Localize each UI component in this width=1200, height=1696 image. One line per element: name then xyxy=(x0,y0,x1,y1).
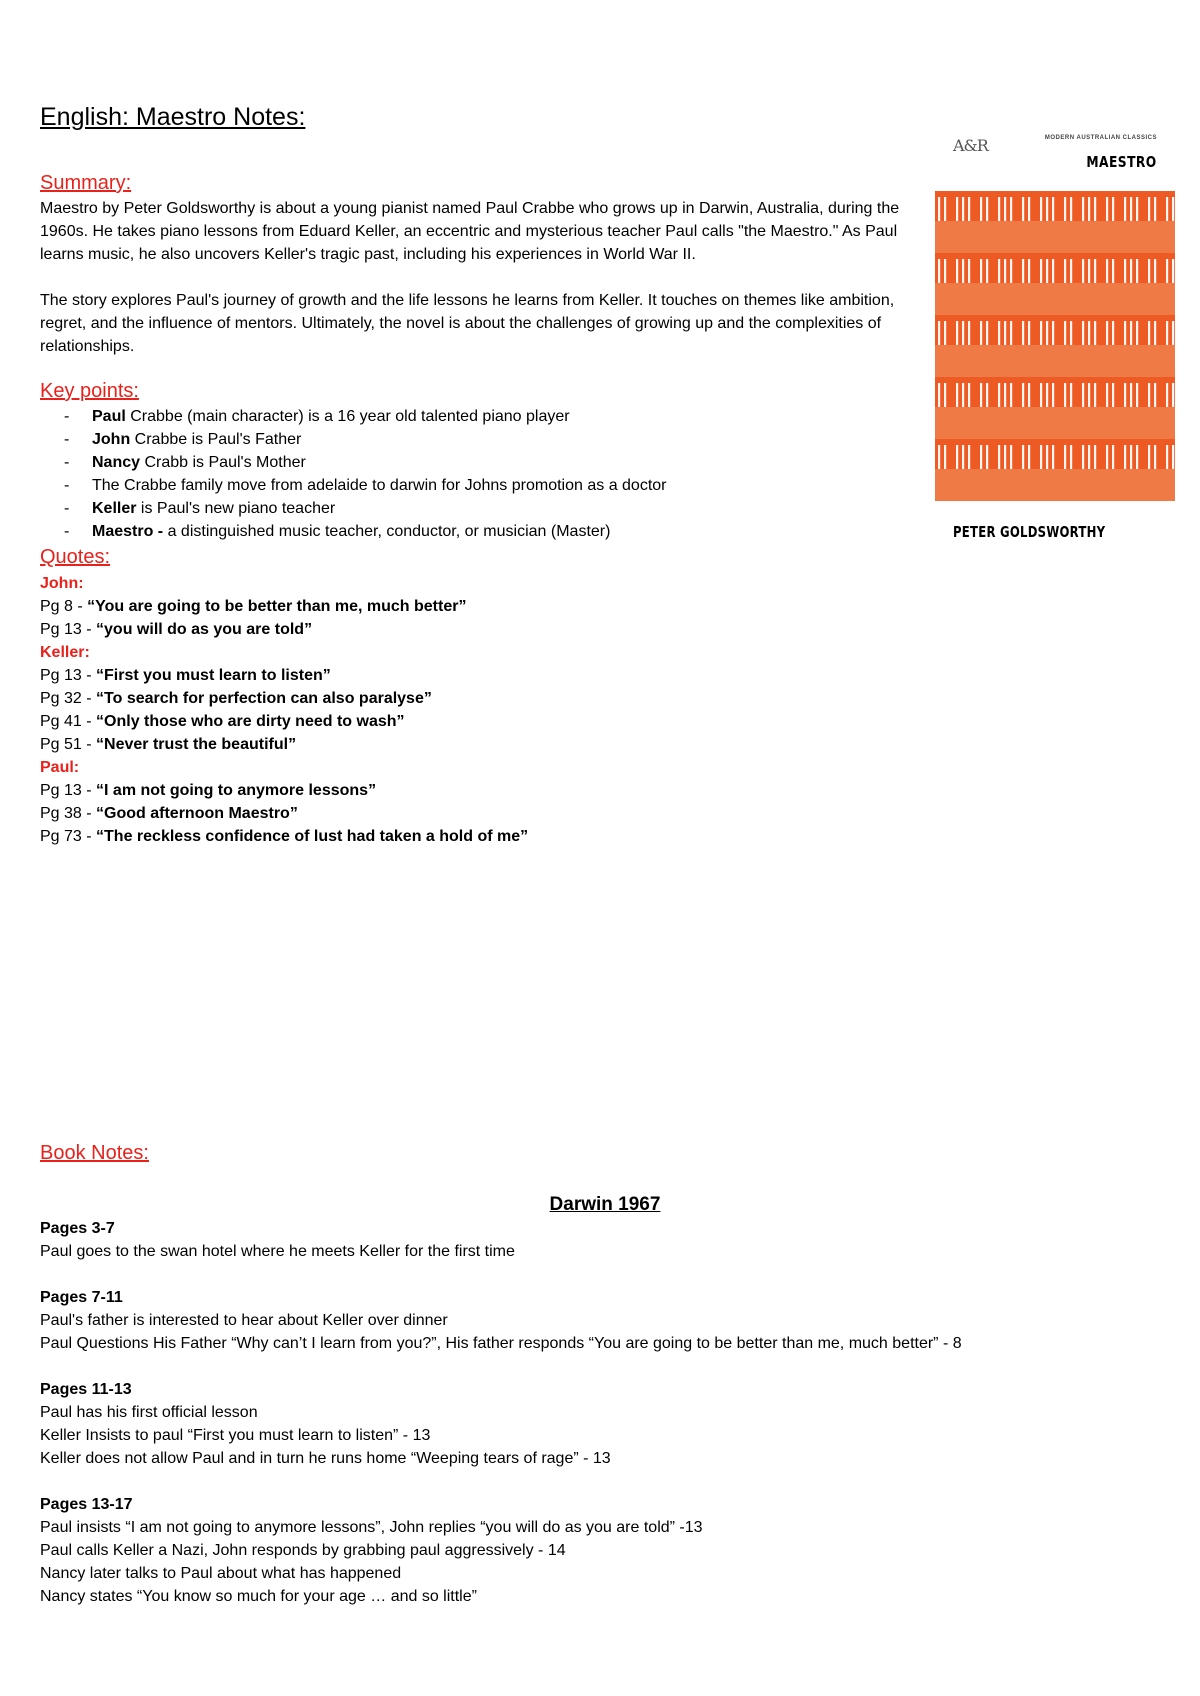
cover-art-key xyxy=(1130,383,1132,407)
cover-art-key xyxy=(962,321,964,345)
cover-art-key xyxy=(1028,445,1030,469)
cover-art-key xyxy=(1088,321,1090,345)
key-point-item xyxy=(64,451,864,474)
cover-art-key xyxy=(956,383,958,407)
cover-art-key xyxy=(938,321,940,345)
quote-text: “First you must learn to listen” xyxy=(96,667,331,684)
notes-line: Nancy later talks to Paul about what has happened xyxy=(40,1565,402,1582)
cover-art-key xyxy=(1172,321,1174,345)
cover-art-key xyxy=(1040,445,1042,469)
key-point-item xyxy=(64,520,864,543)
book-notes-list xyxy=(40,1217,1160,1631)
cover-art-key xyxy=(1112,259,1114,283)
cover-art-key xyxy=(1040,383,1042,407)
cover-art-key xyxy=(1022,445,1024,469)
cover-art-key xyxy=(1004,445,1006,469)
cover-art-key xyxy=(1130,259,1132,283)
quotes-list xyxy=(40,572,528,848)
cover-art-key xyxy=(1094,321,1096,345)
notes-pages-heading: Pages 13-17 xyxy=(40,1496,133,1513)
cover-art-band xyxy=(935,221,1175,253)
cover-art-key xyxy=(1088,445,1090,469)
quote-row xyxy=(40,733,528,756)
cover-art-key xyxy=(1154,321,1156,345)
cover-art-key xyxy=(1136,321,1138,345)
quote-text: “To search for perfection can also paralyse” xyxy=(96,690,432,707)
cover-art-key xyxy=(1094,197,1096,221)
key-point-item xyxy=(64,474,864,497)
notes-line: Paul goes to the swan hotel where he meets Keller for the first time xyxy=(40,1243,515,1260)
cover-art-key xyxy=(1082,321,1084,345)
cover-art-key xyxy=(1094,383,1096,407)
cover-art-band xyxy=(935,469,1175,501)
key-point-term: Keller xyxy=(92,500,137,517)
cover-art-key xyxy=(1082,383,1084,407)
cover-art-key xyxy=(956,445,958,469)
cover-art-key xyxy=(1088,259,1090,283)
cover-art-key xyxy=(1010,321,1012,345)
quote-row xyxy=(40,595,528,618)
quote-page: Pg 8 - xyxy=(40,598,88,615)
cover-art-key xyxy=(1004,259,1006,283)
notes-section xyxy=(40,1217,1160,1263)
cover-art-key xyxy=(1124,321,1126,345)
cover-art-key xyxy=(944,321,946,345)
cover-art-key xyxy=(1124,259,1126,283)
cover-art-key xyxy=(1136,383,1138,407)
quote-page: Pg 13 - xyxy=(40,621,97,638)
cover-art-key xyxy=(1148,197,1150,221)
cover-art-key xyxy=(944,445,946,469)
cover-art-key xyxy=(1094,445,1096,469)
cover-art-key xyxy=(1028,259,1030,283)
cover-art-key xyxy=(1010,383,1012,407)
cover-art-band xyxy=(935,407,1175,439)
notes-section xyxy=(40,1286,1160,1355)
quote-row xyxy=(40,779,528,802)
cover-art-key xyxy=(938,259,940,283)
quote-speaker: Paul: xyxy=(40,759,80,776)
key-point-text: a distinguished music teacher, conductor, or musician (Master) xyxy=(163,523,611,540)
key-point-text: is Paul's new piano teacher xyxy=(136,500,336,517)
cover-art-key xyxy=(962,383,964,407)
cover-art-key xyxy=(938,197,940,221)
cover-art-key xyxy=(1154,197,1156,221)
cover-art-key xyxy=(1052,383,1054,407)
cover-art-key xyxy=(1082,259,1084,283)
cover-art-key xyxy=(1172,383,1174,407)
key-point-item xyxy=(64,428,864,451)
cover-art-key xyxy=(1004,197,1006,221)
quote-page: Pg 13 - xyxy=(40,782,97,799)
cover-art-key xyxy=(1064,259,1066,283)
cover-art-key xyxy=(1022,259,1024,283)
notes-pages-heading: Pages 7-11 xyxy=(40,1289,123,1306)
cover-art-key xyxy=(1064,321,1066,345)
cover-art-key xyxy=(1052,259,1054,283)
cover-art-key xyxy=(1148,445,1150,469)
notes-pages-heading: Pages 11-13 xyxy=(40,1381,132,1398)
cover-art-key xyxy=(968,383,970,407)
cover-art-key xyxy=(1046,259,1048,283)
quote-text: “You are going to be better than me, much better” xyxy=(87,598,467,615)
summary-paragraph-1 xyxy=(40,197,910,266)
quote-row xyxy=(40,825,528,848)
cover-art-key xyxy=(986,259,988,283)
key-point-text: Crabbe is Paul's Father xyxy=(130,431,302,448)
cover-art-key xyxy=(1070,259,1072,283)
cover-art-key xyxy=(1148,321,1150,345)
key-points-heading: Key points: xyxy=(40,380,139,402)
key-point-item xyxy=(64,405,864,428)
quote-text: “Never trust the beautiful” xyxy=(96,736,297,753)
quote-page: Pg 73 - xyxy=(40,828,97,845)
cover-art-key xyxy=(1124,197,1126,221)
quote-row xyxy=(40,710,528,733)
cover-art-key xyxy=(980,321,982,345)
cover-art-key xyxy=(1052,197,1054,221)
cover-art-key xyxy=(1166,259,1168,283)
cover-art-key xyxy=(1106,259,1108,283)
cover-art-key xyxy=(962,259,964,283)
page-title: English: Maestro Notes: xyxy=(40,103,306,131)
cover-art-key xyxy=(968,259,970,283)
cover-art-key xyxy=(1130,197,1132,221)
cover-art-key xyxy=(1004,383,1006,407)
key-point-term: John xyxy=(92,431,131,448)
notes-line: Keller does not allow Paul and in turn he runs home “Weeping tears of rage” - 13 xyxy=(40,1450,611,1467)
cover-art-key xyxy=(1046,383,1048,407)
quote-speaker: Keller: xyxy=(40,644,90,661)
cover-art-key xyxy=(986,383,988,407)
cover-art-key xyxy=(956,321,958,345)
key-point-text: The Crabbe family move from adelaide to darwin for Johns promotion as a doctor xyxy=(92,477,667,494)
notes-line: Paul Questions His Father “Why can’t I learn from you?”, His father responds “You are going to be better than me, much better” - 8 xyxy=(40,1335,962,1352)
cover-art-key xyxy=(1154,445,1156,469)
cover-art-key xyxy=(1088,197,1090,221)
cover-art-key xyxy=(1154,383,1156,407)
cover-art-key xyxy=(1112,445,1114,469)
notes-section-title: Darwin 1967 xyxy=(549,1194,661,1215)
quote-text: “The reckless confidence of lust had taken a hold of me” xyxy=(96,828,529,845)
cover-art-key xyxy=(1172,259,1174,283)
cover-art-key xyxy=(944,259,946,283)
quote-page: Pg 51 - xyxy=(40,736,97,753)
cover-art-key xyxy=(956,259,958,283)
cover-art-key xyxy=(1112,197,1114,221)
cover-art-key xyxy=(1022,197,1024,221)
cover-art-key xyxy=(962,197,964,221)
cover-art-key xyxy=(1136,445,1138,469)
key-point-term: Maestro - xyxy=(92,523,164,540)
notes-pages-heading: Pages 3-7 xyxy=(40,1220,115,1237)
cover-art-key xyxy=(998,383,1000,407)
cover-art-key xyxy=(1028,321,1030,345)
quote-page: Pg 13 - xyxy=(40,667,97,684)
cover-art-key xyxy=(998,321,1000,345)
cover-art-key xyxy=(998,445,1000,469)
cover-art-key xyxy=(1028,197,1030,221)
cover-art-key xyxy=(980,197,982,221)
cover-art-key xyxy=(980,383,982,407)
cover-art-key xyxy=(1046,445,1048,469)
book-cover xyxy=(935,128,1175,558)
cover-art-key xyxy=(1082,445,1084,469)
key-point-item xyxy=(64,497,864,520)
cover-art-key xyxy=(1130,445,1132,469)
quote-text: “Only those who are dirty need to wash” xyxy=(96,713,405,730)
notes-line: Paul insists “I am not going to anymore lessons”, John replies “you will do as you are told” -13 xyxy=(40,1519,703,1536)
book-notes-heading: Book Notes: xyxy=(40,1142,149,1164)
quote-speaker: John: xyxy=(40,575,84,592)
cover-art-key xyxy=(1040,321,1042,345)
piano-keys-art xyxy=(935,191,1175,501)
cover-art-key xyxy=(1040,259,1042,283)
key-point-text: Crabbe (main character) is a 16 year old talented piano player xyxy=(125,408,570,425)
cover-art-key xyxy=(1070,383,1072,407)
cover-art-key xyxy=(1112,383,1114,407)
cover-art-key xyxy=(1172,197,1174,221)
series-label: MODERN AUSTRALIAN CLASSICS xyxy=(1044,135,1157,141)
cover-art-key xyxy=(1112,321,1114,345)
notes-line: Keller Insists to paul “First you must learn to listen” - 13 xyxy=(40,1427,431,1444)
cover-art-key xyxy=(1028,383,1030,407)
cover-art-key xyxy=(1070,197,1072,221)
summary-text-1: Maestro by Peter Goldsworthy is about a young pianist named Paul Crabbe who grows up in Darwin, Australia, during the 1960s. He takes piano lessons from Eduard Keller, an eccentric and mysterious teacher Paul calls "the Maestro." As Paul learns music, he also uncovers Keller's tragic past, including his experiences in World War II. xyxy=(40,200,900,263)
cover-art-key xyxy=(1070,445,1072,469)
quote-page: Pg 38 - xyxy=(40,805,97,822)
summary-heading: Summary: xyxy=(40,172,132,194)
cover-art-key xyxy=(1022,383,1024,407)
notes-section xyxy=(40,1378,1160,1470)
cover-art-key xyxy=(1040,197,1042,221)
cover-art-key xyxy=(1046,197,1048,221)
cover-art-key xyxy=(968,197,970,221)
cover-art-key xyxy=(980,259,982,283)
cover-title: MAESTRO xyxy=(1086,153,1157,171)
quote-text: “I am not going to anymore lessons” xyxy=(96,782,377,799)
quote-row xyxy=(40,802,528,825)
cover-art-key xyxy=(1130,321,1132,345)
cover-art-key xyxy=(1070,321,1072,345)
cover-art-key xyxy=(1094,259,1096,283)
quote-text: “Good afternoon Maestro” xyxy=(96,805,298,822)
cover-art-key xyxy=(1154,259,1156,283)
cover-art-key xyxy=(1064,197,1066,221)
cover-art-key xyxy=(944,197,946,221)
quote-page: Pg 41 - xyxy=(40,713,97,730)
cover-art-band xyxy=(935,283,1175,315)
summary-text-2: The story explores Paul's journey of growth and the life lessons he learns from Keller. It touches on themes like ambition, regret, and the influence of mentors. Ultimately, the novel is about the challenges of growing up and the complexities of relationships. xyxy=(40,292,895,355)
notes-line: Paul has his first official lesson xyxy=(40,1404,258,1421)
cover-art-key xyxy=(980,445,982,469)
cover-art-key xyxy=(1106,197,1108,221)
quote-row xyxy=(40,664,528,687)
cover-art-key xyxy=(1010,445,1012,469)
cover-art-key xyxy=(1136,259,1138,283)
cover-art-key xyxy=(1166,383,1168,407)
cover-art-key xyxy=(968,321,970,345)
cover-art-key xyxy=(1106,321,1108,345)
summary-paragraph-2 xyxy=(40,289,910,358)
cover-art-key xyxy=(938,445,940,469)
cover-art-band xyxy=(935,345,1175,377)
cover-art-key xyxy=(1124,383,1126,407)
cover-art-key xyxy=(1046,321,1048,345)
quotes-heading: Quotes: xyxy=(40,546,111,568)
cover-art-key xyxy=(1136,197,1138,221)
quote-row xyxy=(40,687,528,710)
cover-art-key xyxy=(1004,321,1006,345)
cover-art-key xyxy=(1166,321,1168,345)
notes-line: Paul calls Keller a Nazi, John responds by grabbing paul aggressively - 14 xyxy=(40,1542,566,1559)
cover-art-key xyxy=(962,445,964,469)
quote-row xyxy=(40,618,528,641)
cover-art-key xyxy=(968,445,970,469)
cover-author: PETER GOLDSWORTHY xyxy=(953,523,1106,541)
cover-art-key xyxy=(1124,445,1126,469)
publisher-logo: A&R xyxy=(953,136,988,155)
key-point-term: Nancy xyxy=(92,454,141,471)
quote-text: “you will do as you are told” xyxy=(96,621,313,638)
cover-art-key xyxy=(1148,383,1150,407)
cover-art-key xyxy=(1172,445,1174,469)
cover-art-key xyxy=(998,197,1000,221)
key-point-text: Crabb is Paul's Mother xyxy=(140,454,306,471)
cover-art-key xyxy=(956,197,958,221)
key-point-term: Paul xyxy=(92,408,126,425)
cover-art-key xyxy=(1010,197,1012,221)
cover-art-key xyxy=(986,321,988,345)
cover-art-key xyxy=(1064,383,1066,407)
cover-art-key xyxy=(986,445,988,469)
cover-art-key xyxy=(1088,383,1090,407)
cover-art-key xyxy=(1052,321,1054,345)
notes-line: Paul's father is interested to hear about Keller over dinner xyxy=(40,1312,448,1329)
cover-art-key xyxy=(1064,445,1066,469)
cover-art-key xyxy=(944,383,946,407)
quote-page: Pg 32 - xyxy=(40,690,97,707)
cover-art-key xyxy=(1148,259,1150,283)
cover-art-key xyxy=(1106,445,1108,469)
cover-art-key xyxy=(1166,197,1168,221)
cover-art-key xyxy=(938,383,940,407)
notes-section xyxy=(40,1493,1160,1608)
notes-line: Nancy states “You know so much for your age … and so little” xyxy=(40,1588,477,1605)
cover-art-key xyxy=(1010,259,1012,283)
cover-art-key xyxy=(986,197,988,221)
cover-art-key xyxy=(1082,197,1084,221)
cover-art-key xyxy=(1052,445,1054,469)
cover-art-key xyxy=(1166,445,1168,469)
key-points-list xyxy=(64,405,864,543)
cover-art-key xyxy=(998,259,1000,283)
cover-art-key xyxy=(1022,321,1024,345)
cover-art-key xyxy=(1106,383,1108,407)
